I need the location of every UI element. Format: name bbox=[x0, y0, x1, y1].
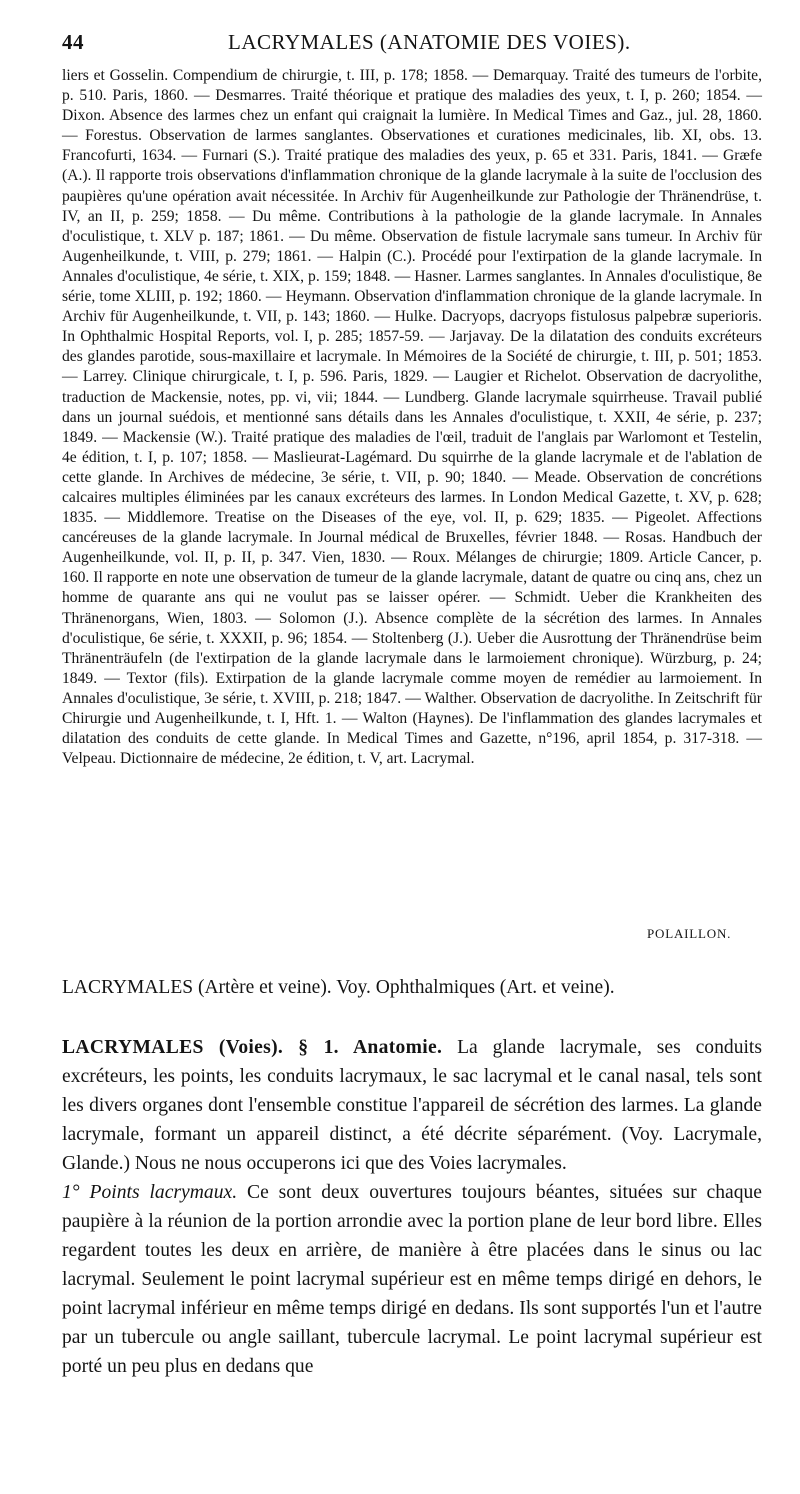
voies-entry bbox=[62, 1033, 762, 1381]
voies-intro-paragraph bbox=[62, 1033, 762, 1178]
arteres-entry bbox=[62, 975, 762, 1001]
points-lacrymaux-paragraph bbox=[62, 1178, 762, 1381]
points-lacrymaux-text: Ce sont deux ouvertures toujours béantes, situées sur chaque paupière à la réunion de la portion arrondie avec la portion plane de leur bord libre. Elles regardent toutes les deux en arrière, de manière à être placées dans le sinus ou lac lacrymal. Seulement le point lacrymal supérieur est en même temps dirigé en dehors, le point lacrymal inférieur en même temps dirigé en dedans. Ils sont supportés l'un et l'autre par un tubercule ou angle saillant, tubercule lacrymal. Le point lacrymal supérieur est porté un peu plus en dedans que bbox=[62, 1182, 762, 1377]
running-header bbox=[62, 30, 760, 60]
page-number: 44 bbox=[62, 30, 84, 54]
running-title: LACRYMALES (ANATOMIE DES VOIES). bbox=[228, 30, 631, 54]
points-lacrymaux-heading: 1° Points lacrymaux. bbox=[62, 1182, 238, 1203]
arteres-entry-text: LACRYMALES (Artère et veine). Voy. Ophthalmiques (Art. et veine). bbox=[62, 977, 615, 998]
voies-intro-text: La glande lacrymale, ses conduits excréteurs, les points, les conduits lacrymaux, le sac lacrymal et le canal nasal, tels sont les divers organes dont l'ensemble constitue l'appareil de sécrétion des larmes. La glande lacrymale, formant un appareil distinct, a été décrite séparément. (Voy. Lacrymale, Glande.) Nous ne nous occuperons ici que des Voies lacrymales. bbox=[62, 1037, 763, 1174]
author-signature: POLAILLON. bbox=[647, 926, 732, 941]
voies-heading: LACRYMALES (Voies). § 1. Anatomie. bbox=[62, 1037, 443, 1058]
bibliography-text: liers et Gosselin. Compendium de chirurgie, t. III, p. 178; 1858. — Demarquay. Traité des tumeurs de l'orbite, p. 510. Paris, 1860. — Desmarres. Traité théorique et pratique des maladies des yeux, t. I, p. 260; 1854. — Dixon. Absence des larmes chez un enfant qui craignait la lumière. In Medical Times and Gaz., jul. 28, 1860. — Forestus. Observation de larmes sanglantes. Observationes et curationes medicinales, lib. XI, obs. 13. Francofurti, 1634. — Furnari (S.). Traité pratique des maladies des yeux, p. 65 et 331. Paris, 1841. — Græfe (A.). Il rapporte trois observations d'inflammation chronique de la glande lacrymale à la suite de l'occlusion des paupières qu'une opération avait nécessitée. In Archiv für Augenheilkunde zur Pathologie der Thränendrüse, t. IV, an II, p. 259; 1858. — Du même. Contributions à la pathologie de la glande lacrymale. In Annales d'oculistique, t. XLV p. 187; 1861. — Du même. Observation de fistule lacrymale sans tumeur. In Archiv für Augenheilkunde, t. VIII, p. 279; 1861. — Halpin (C.). Procédé pour l'extirpation de la glande lacrymale. In Annales d'oculistique, 4e série, t. XIX, p. 159; 1848. — Hasner. Larmes sanglantes. In Annales d'oculistique, 8e série, tome XLIII, p. 192; 1860. — Heymann. Observation d'inflammation chronique de la glande lacrymale. In Archiv für Augenheilkunde, t. VII, p. 143; 1860. — Hulke. Dacryops, dacryops fistulosus palpebræ superioris. In Ophthalmic Hospital Reports, vol. I, p. 285; 1857-59. — Jarjavay. De la dilatation des conduits excréteurs des glandes parotide, sous-maxillaire et lacrymale. In Mémoires de la Société de chirurgie, t. III, p. 501; 1853. — Larrey. Clinique chirurgicale, t. I, p. 596. Paris, 1829. — Laugier et Richelot. Observation de dacryolithe, traduction de Mackensie, notes, pp. vi, vii; 1844. — Lundberg. Glande lacrymale squirrheuse. Travail publié dans un journal suédois, et mentionné sans détails dans les Annales d'oculistique, t. XXII, 4e série, p. 237; 1849. — Mackensie (W.). Traité pratique des maladies de l'œil, traduit de l'anglais par Warlomont et Testelin, 4e édition, t. I, p. 107; 1858. — Maslieurat-Lagémard. Du squirrhe de la glande lacrymale et de l'ablation de cette glande. In Archives de médecine, 3e série, t. VII, p. 90; 1840. — Meade. Observation de concrétions calcaires multiples éliminées par les canaux excréteurs des larmes. In London Medical Gazette, t. XV, p. 628; 1835. — Middlemore. Treatise on the Diseases of the eye, vol. II, p. 629; 1835. — Pigeolet. Affections cancéreuses de la glande lacrymale. In Journal médical de Bruxelles, février 1848. — Rosas. Handbuch der Augenheilkunde, vol. II, p. II, p. 347. Vien, 1830. — Roux. Mélanges de chirurgie; 1809. Article Cancer, p. 160. Il rapporte en note une observation de tumeur de la glande lacrymale, datant de quatre ou cinq ans, chez un homme de quarante ans qui ne voulut pas se laisser opérer. — Schmidt. Ueber die Krankheiten des Thränenorgans, Wien, 1803. — Solomon (J.). Absence complète de la sécrétion des larmes. In Annales d'oculistique, 6e série, t. XXXII, p. 96; 1854. — Stoltenberg (J.). Ueber die Ausrottung der Thränendrüse beim Thränenträufeln (de l'extirpation de la glande lacrymale dans le larmoiement chronique). Würzburg, p. 24; 1849. — Textor (fils). Extirpation de la glande lacrymale comme moyen de remédier au larmoiement. In Annales d'oculistique, 3e série, t. XVIII, p. 218; 1847. — Walther. Observation de dacryolithe. In Zeitschrift für Chirurgie und Augenheilkunde, t. I, Hft. 1. — Walton (Haynes). De l'inflammation des glandes lacrymales et dilatation des conduits de cette glande. In Medical Times and Gazette, n°196, april 1854, p. 317-318. — Velpeau. Dictionnaire de médecine, 2e édition, t. V, art. Lacrymal. bbox=[62, 67, 762, 768]
bibliography-block bbox=[62, 66, 762, 769]
